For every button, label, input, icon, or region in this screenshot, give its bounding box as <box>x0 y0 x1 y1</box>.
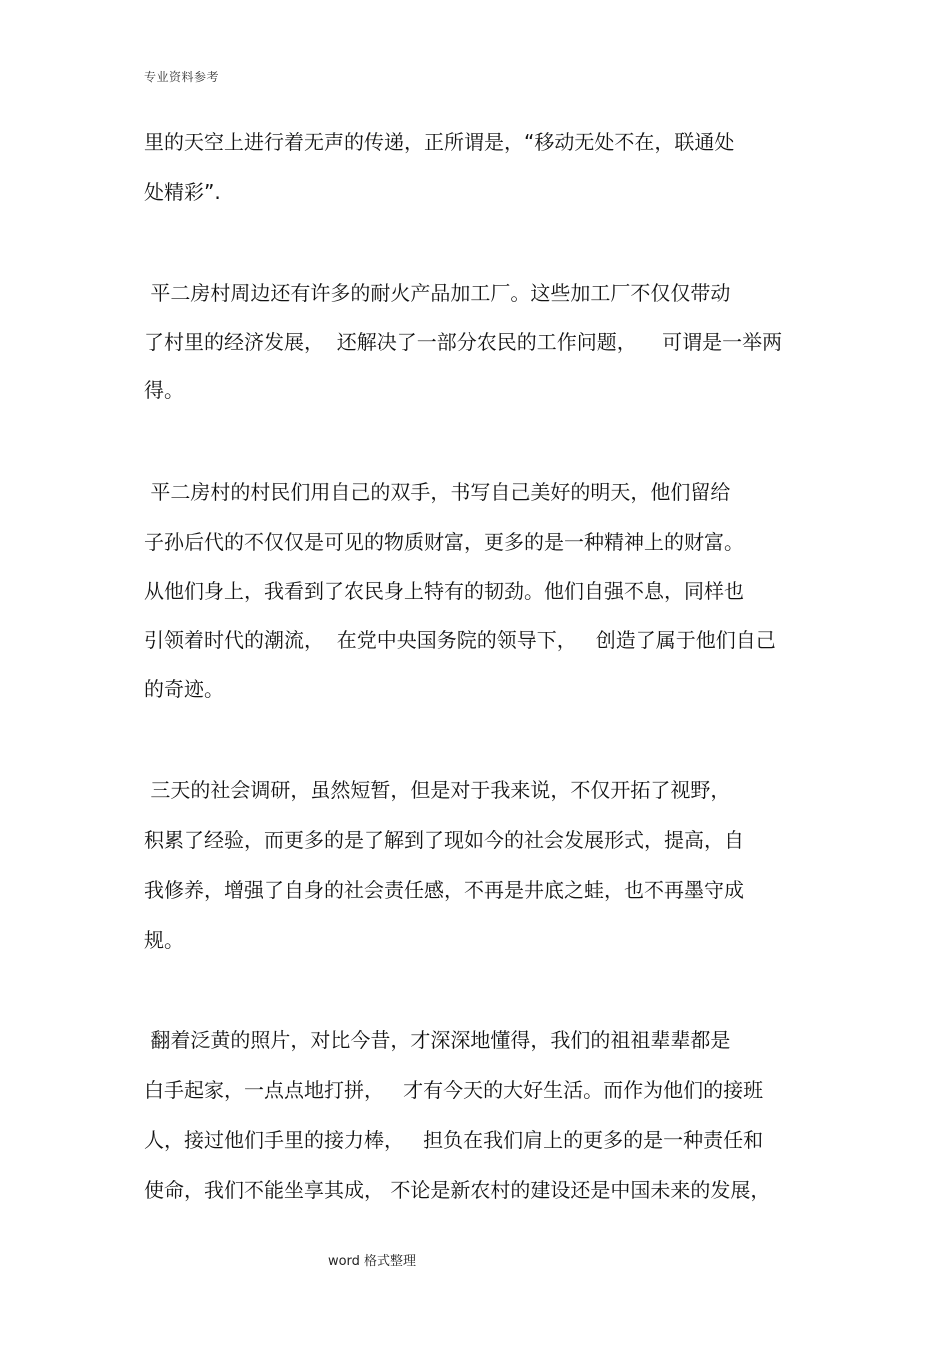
text-line: 平二房村的村民们用自己的双手，书写自己美好的明天，他们留给 <box>144 480 731 504</box>
text-line: 的奇迹。 <box>144 677 224 701</box>
text-line: 处精彩”. <box>144 180 221 204</box>
text-line: 引领着时代的潮流， 在党中央国务院的领导下， 创造了属于他们自己 <box>144 628 776 652</box>
text-line: 从他们身上，我看到了农民身上特有的韧劲。他们自强不息，同样也 <box>144 579 744 603</box>
footer-label: word 格式整理 <box>327 1254 417 1269</box>
text-line: 积累了经验，而更多的是了解到了现如今的社会发展形式，提高，自 <box>144 828 744 852</box>
text-line: 规。 <box>144 928 184 952</box>
text-line: 了村里的经济发展， 还解决了一部分农民的工作问题， 可谓是一举两 <box>144 330 783 354</box>
page-footer <box>0 1250 950 1269</box>
text-line: 三天的社会调研，虽然短暂，但是对于我来说，不仅开拓了视野， <box>144 778 731 802</box>
text-line: 得。 <box>144 378 184 402</box>
text-line: 人，接过他们手里的接力棒， 担负在我们肩上的更多的是一种责任和 <box>144 1128 764 1152</box>
text-line: 白手起家，一点点地打拼， 才有今天的大好生活。而作为他们的接班 <box>144 1078 764 1102</box>
text-line: 翻着泛黄的照片，对比今昔，才深深地懂得，我们的祖祖辈辈都是 <box>144 1028 731 1052</box>
text-line: 使命，我们不能坐享其成， 不论是新农村的建设还是中国未来的发展， <box>144 1178 771 1202</box>
text-line: 子孙后代的不仅仅是可见的物质财富，更多的是一种精神上的财富。 <box>144 530 744 554</box>
text-line: 我修养，增强了自身的社会责任感，不再是井底之蛙，也不再墨守成 <box>144 878 744 902</box>
text-line: 里的天空上进行着无声的传递，正所谓是，“移动无处不在，联通处 <box>144 130 735 154</box>
text-line: 平二房村周边还有许多的耐火产品加工厂。这些加工厂不仅仅带动 <box>144 281 731 305</box>
page-header: 专业资料参考 <box>144 70 220 84</box>
